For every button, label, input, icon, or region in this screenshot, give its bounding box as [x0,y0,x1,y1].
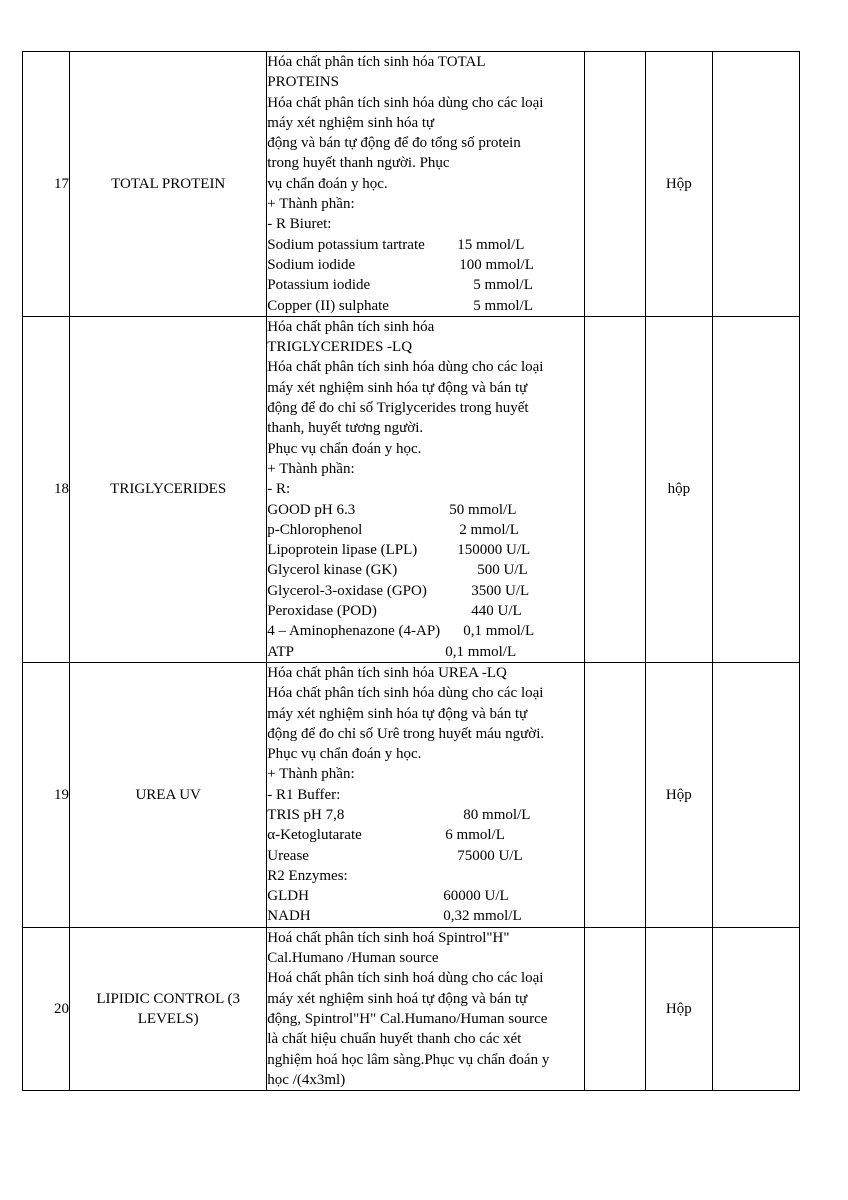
row-number: 17 [23,52,70,317]
desc-line: trong huyết thanh người. Phục [267,155,450,172]
desc-line: - R: [267,481,291,498]
component-line [267,846,583,866]
component-name: 4 – Aminophenazone (4-AP) [267,623,441,640]
empty-cell [584,927,645,1090]
desc-line: + Thành phần: [267,196,355,213]
component-line [267,296,583,316]
component-value: 5 mmol/L [473,277,533,294]
component-name: Glycerol kinase (GK) [267,562,398,579]
component-name: TRIS pH 7,8 [267,806,345,823]
component-name: Sodium iodide [267,256,356,273]
component-name: Sodium potassium tartrate [267,236,425,253]
component-name: Glycerol-3-oxidase (GPO) [267,582,427,599]
desc-line: động để đo chỉ số Urê trong huyết máu người. [267,725,545,742]
unit-cell: Hộp [645,662,712,927]
desc-line: R2 Enzymes: [267,867,348,884]
component-value: 2 mmol/L [459,521,519,538]
desc-line: Hóa chất phân tích sinh hóa UREA -LQ [267,664,507,681]
component-value: 0,1 mmol/L [445,643,517,660]
desc-line: - R1 Buffer: [267,786,341,803]
unit-cell: Hộp [645,52,712,317]
component-name: Potassium iodide [267,277,371,294]
component-value: 150000 U/L [457,542,531,559]
component-value: 6 mmol/L [445,827,505,844]
desc-line: + Thành phần: [267,460,355,477]
empty-cell [584,662,645,927]
item-description [267,662,584,927]
component-line [267,235,583,255]
component-line [267,805,583,825]
desc-line: Hóa chất phân tích sinh hóa dùng cho các loại [267,685,544,702]
desc-line: máy xét nghiệm sinh hóa tự động và bán tự [267,705,528,722]
component-name: Copper (II) sulphate [267,297,389,314]
empty-cell [712,662,799,927]
desc-line: thanh, huyết tương người. [267,420,424,437]
desc-line: Phục vụ chẩn đoán y học. [267,440,422,457]
table-row [23,52,800,317]
desc-line: máy xét nghiệm sinh hóa tự động và bán tự [267,379,528,396]
desc-line: máy xét nghiệm sinh hóa tự [267,114,435,131]
component-name: α-Ketoglutarate [267,827,362,844]
empty-cell [584,52,645,317]
component-value: 440 U/L [471,603,522,620]
component-value: 3500 U/L [471,582,530,599]
component-value: 0,32 mmol/L [443,908,522,925]
component-value: 80 mmol/L [463,806,531,823]
component-name: GOOD pH 6.3 [267,501,356,518]
table-row [23,927,800,1090]
desc-line: vụ chẩn đoán y học. [267,175,388,192]
table-row [23,662,800,927]
component-name: NADH [267,908,311,925]
supply-table [22,51,800,1091]
desc-line: Phục vụ chẩn đoán y học. [267,746,422,763]
component-value: 5 mmol/L [473,297,533,314]
desc-line: Cal.Humano /Human source [267,950,439,967]
component-line [267,255,583,275]
item-name: TRIGLYCERIDES [70,316,267,662]
table-row [23,316,800,662]
item-name [70,927,267,1090]
component-value: 60000 U/L [443,888,509,905]
desc-line: nghiệm hoá học lâm sàng.Phục vụ chẩn đoán y [267,1051,550,1068]
component-line [267,560,583,580]
component-value: 15 mmol/L [457,236,525,253]
desc-line: máy xét nghiệm sinh hoá tự động và bán tự [267,990,528,1007]
component-name: Lipoprotein lipase (LPL) [267,542,418,559]
row-number: 20 [23,927,70,1090]
component-name: ATP [267,643,294,660]
desc-line: học /(4x3ml) [267,1071,346,1088]
component-line [267,581,583,601]
desc-line: TRIGLYCERIDES -LQ [267,339,413,356]
desc-line: + Thành phần: [267,766,355,783]
component-line [267,540,583,560]
desc-line: động và bán tự động để đo tổng số protein [267,135,521,152]
item-name-line: LEVELS) [137,1010,199,1027]
component-line [267,825,583,845]
item-name: TOTAL PROTEIN [70,52,267,317]
component-line [267,275,583,295]
item-name-line: LIPIDIC CONTROL (3 [96,990,240,1007]
component-line [267,520,583,540]
component-line [267,601,583,621]
empty-cell [712,316,799,662]
item-name: UREA UV [70,662,267,927]
desc-line: Hóa chất phân tích sinh hóa [267,318,435,335]
component-value: 100 mmol/L [459,256,534,273]
component-line [267,500,583,520]
component-value: 0,1 mmol/L [463,623,535,640]
desc-line: Hóa chất phân tích sinh hóa dùng cho các loại [267,359,544,376]
component-line [267,886,583,906]
unit-cell: hộp [645,316,712,662]
item-description [267,52,584,317]
item-description [267,927,584,1090]
row-number: 19 [23,662,70,927]
item-description [267,316,584,662]
desc-line: động, Spintrol"H" Cal.Humano/Human source [267,1010,548,1027]
desc-line: Hóa chất phân tích sinh hóa TOTAL [267,54,486,70]
desc-line: - R Biuret: [267,216,332,233]
component-line [267,621,583,641]
unit-cell: Hộp [645,927,712,1090]
desc-line: PROTEINS [267,74,339,91]
desc-line: Hoá chất phân tích sinh hoá dùng cho các loại [267,970,544,987]
component-name: p-Chlorophenol [267,521,363,538]
row-number: 18 [23,316,70,662]
desc-line: động để đo chỉ số Triglycerides trong huyết [267,400,529,417]
component-value: 50 mmol/L [449,501,517,518]
desc-line: là chất hiệu chuẩn huyết thanh cho các xét [267,1031,522,1048]
empty-cell [712,52,799,317]
empty-cell [712,927,799,1090]
component-line [267,906,583,926]
component-value: 500 U/L [477,562,528,579]
component-name: Peroxidase (POD) [267,603,377,620]
desc-line: Hoá chất phân tích sinh hoá Spintrol"H" [267,929,510,946]
component-line [267,642,583,662]
desc-line: Hóa chất phân tích sinh hóa dùng cho các loại [267,94,544,111]
component-name: Urease [267,847,309,864]
component-name: GLDH [267,888,309,905]
empty-cell [584,316,645,662]
component-value: 75000 U/L [457,847,523,864]
